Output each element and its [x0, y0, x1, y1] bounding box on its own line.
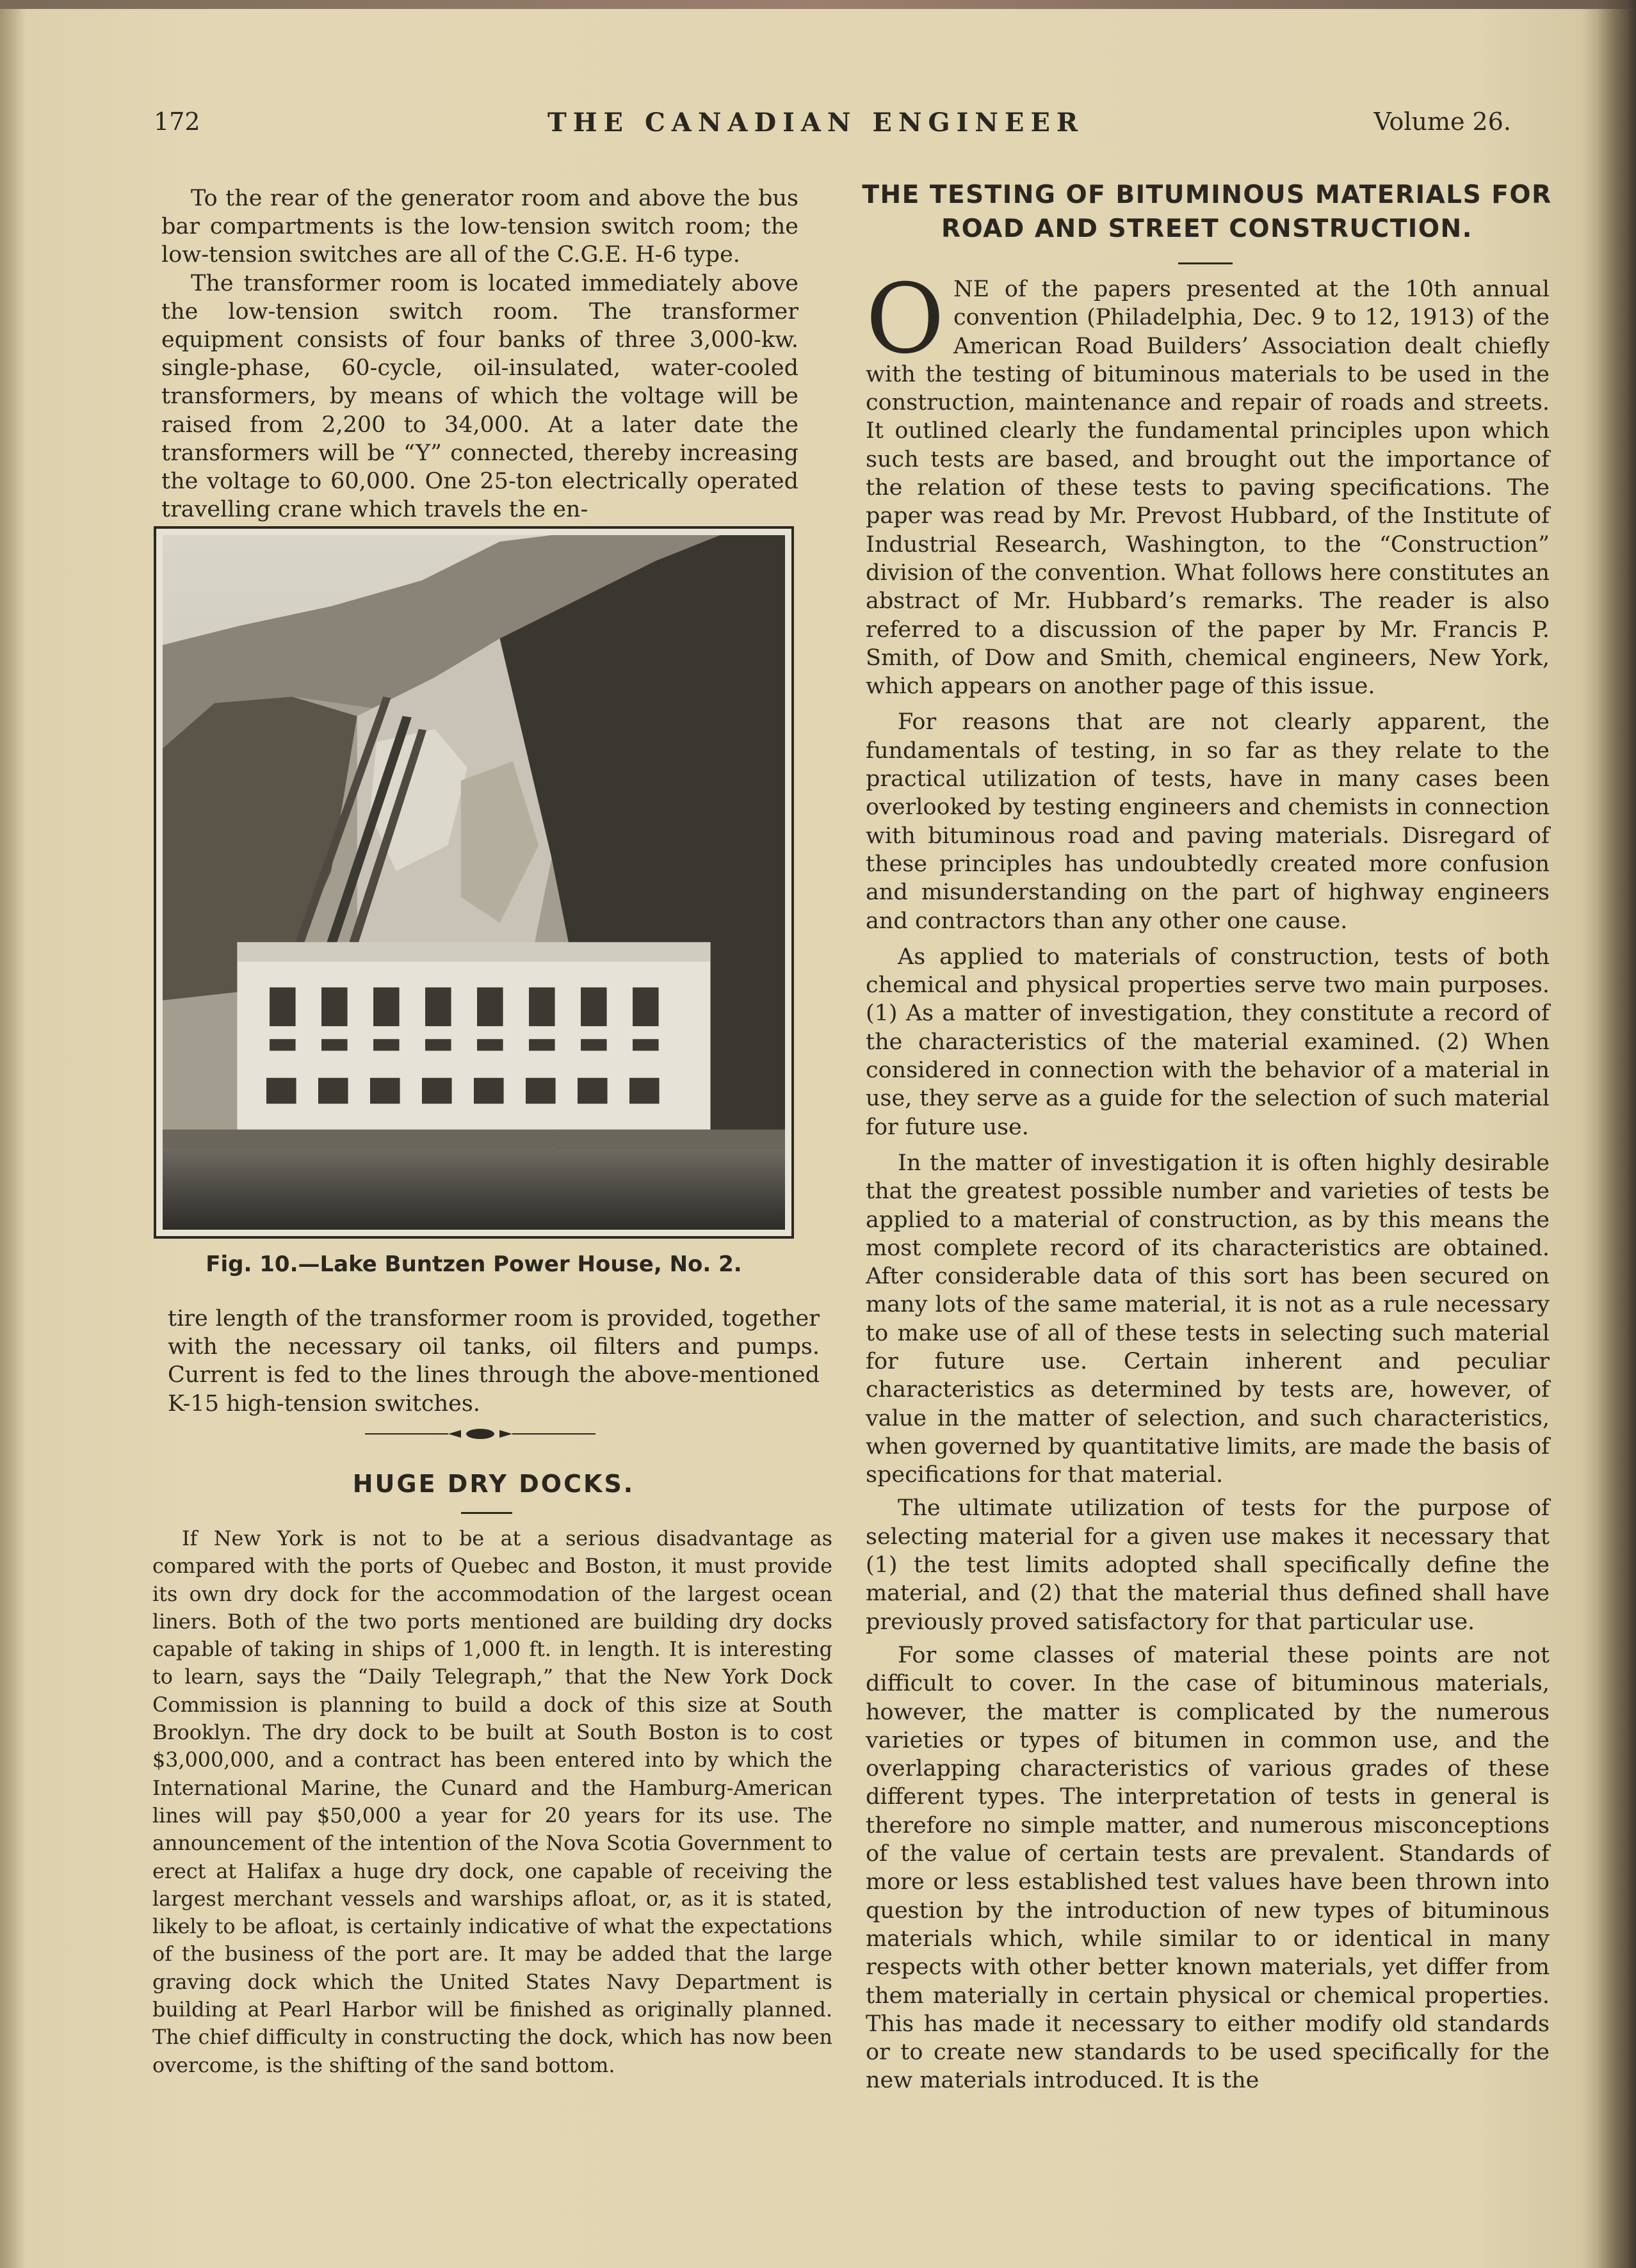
- paragraph: To the rear of the generator room and above the bus bar compartments is the low-tension switch room; the low-tension switches are all of the C.G.E. H-6 type.: [161, 186, 798, 268]
- binding-edge-right: [1598, 0, 1636, 2268]
- drop-cap: O: [866, 264, 944, 375]
- running-header: [154, 108, 1511, 146]
- paragraph: As applied to materials of construction, tests of both chemical and physical properties serve two main purposes. (1) As a matter of investigation, they constitute a record of the characteristics of the material examined. (2) When considered in connection with the behavior of a material in use, they serve as a guide for the selection of such material for future use.: [866, 944, 1550, 1140]
- title-line: THE TESTING OF BITUMINOUS MATERIALS FOR: [862, 181, 1552, 209]
- bituminous-article-body: [866, 264, 1550, 2095]
- paragraph: tire length of the transformer room is provided, together with the necessary oil tanks, oil filters and pumps. Current is fed to the lines through the above-mentioned K-15 high-tension switches.: [168, 1306, 820, 1417]
- paragraph: If New York is not to be at a serious disadvantage as compared with the ports of Quebec and Boston, it must provide its own dry dock for the accommodation of the largest ocean liners. Both of the two ports mentioned are building dry docks capable of taking in ships of 1,000 ft. in length. It is interesting to learn, says the “Daily Telegraph,” that the New York Dock Commission is planning to build a dock of this size at South Brooklyn. The dry dock to be built at South Boston is to cost $3,000,000, and a contract has been entered into by which the International Marine, the Cunard and the Hamburg-American lines will pay $50,000 a year for 20 years for its use. The announcement of the intention of the Nova Scotia Government to erect at Halifax a huge dry dock, one capable of receiving the largest merchant vessels and warships afloat, or, as it is stated, likely to be afloat, is certainly indicative of what the expectations of the business of the port are. It may be added that the large graving dock which the United States Navy Department is building at Pearl Harbor will be finished as originally planned. The chief difficulty in constructing the dock, which has now been overcome, is the shifting of the sand bottom.: [152, 1527, 832, 2077]
- left-column-top-text: [161, 184, 798, 524]
- title-rule: [1178, 262, 1233, 264]
- title-rule: [461, 1512, 512, 1514]
- paragraph-text: NE of the papers presented at the 10th annual convention (Philadelphia, Dec. 9 to 12, 1913) of the American Road Builders’ Association dealt chiefly with the testing of bituminous materials to be used in the construction, maintenance and repair of roads and streets. It outlined clearly the fundamental principles upon which such tests are based, and brought out the importance of the relation of these tests to paving specifications. The paper was read by Mr. Prevost Hubbard, of the Institute of Industrial Research, Washington, to the “Construction” division of the convention. What follows here constitutes an abstract of Mr. Hubbard’s remarks. The reader is also referred to a discussion of the paper by Mr. Francis P. Smith, of Dow and Smith, chemical engineers, New York, which appears on another page of this issue.: [866, 277, 1550, 700]
- binding-edge-top: [0, 0, 1636, 9]
- paragraph: The transformer room is located immediately above the low-tension switch room. The transformer equipment consists of four banks of three 3,000-kw. single-phase, 60-cycle, oil-insulated, water-cooled transformers, by means of which the voltage will be raised from 2,200 to 34,000. At a later date the transformers will be “Y” connected, thereby increasing the voltage to 60,000. One 25-ton electrically operated travelling crane which travels the en-: [161, 270, 798, 523]
- section-divider-ornament: [365, 1424, 595, 1444]
- page-gutter-shadow: [0, 0, 26, 2268]
- paragraph: For reasons that are not clearly apparent, the fundamentals of testing, in so far as they relate to the practical utilization of tests, have in many cases been overlooked by testing engineers and chemists in connection with bituminous road and paving materials. Disregard of these principles has undoubtedly created more confusion and misunderstanding on the part of highway engineers and contractors than any other one cause.: [866, 709, 1550, 934]
- volume-label: Volume 26.: [1373, 108, 1511, 136]
- article-title-bituminous-testing: [852, 178, 1562, 246]
- article-title-huge-dry-docks: HUGE DRY DOCKS.: [352, 1470, 635, 1498]
- paragraph: The ultimate utilization of tests for the purpose of selecting material for a given use makes it necessary that (1) the test limits adopted shall specifically define the material, and (2) that the material thus defined shall have previously proved satisfactory for that particular use.: [866, 1495, 1550, 1635]
- figure-caption: Fig. 10.—Lake Buntzen Power House, No. 2.: [206, 1251, 742, 1277]
- paragraph: In the matter of investigation it is often highly desirable that the greatest possible number and varieties of tests be applied to a material of construction, as by this means the most complete record of its characteristics are obtained. After considerable data of this sort has been secured on many lots of the same material, it is not as a rule necessary to make use of all of these tests in selecting such material for future use. Certain inherent and peculiar characteristics as determined by tests are, however, of value in the matter of selection, and such characteristics, when governed by quantitative limits, are made the basis of specifications for that material.: [866, 1150, 1550, 1488]
- title-line: ROAD AND STREET CONSTRUCTION.: [941, 214, 1473, 243]
- journal-title: THE CANADIAN ENGINEER: [547, 108, 1085, 138]
- power-house-photo-illustration: [163, 535, 785, 1230]
- paragraph: [866, 264, 1550, 700]
- left-column-continued-text: [168, 1305, 820, 1418]
- power-house-photograph: [154, 526, 794, 1239]
- page-number: 172: [154, 108, 200, 136]
- paragraph: For some classes of material these points are not difficult to cover. In the case of bituminous materials, however, the matter is complicated by the numerous varieties or types of bitumen in common use, and the overlapping characteristics of various grades of these different types. The interpretation of tests in general is therefore no simple matter, and numerous misconceptions of the value of certain tests are prevalent. Standards of more or less established test values have been thrown into question by the introduction of new types of bituminous materials which, while similar to or identical in many respects with other better known materials, yet differ from them materially in certain physical or chemical properties. This has made it necessary to either modify old standards or to create new standards to be used specifically for the new materials introduced. It is the: [866, 1642, 1550, 2094]
- dry-docks-article-body: [152, 1525, 832, 2079]
